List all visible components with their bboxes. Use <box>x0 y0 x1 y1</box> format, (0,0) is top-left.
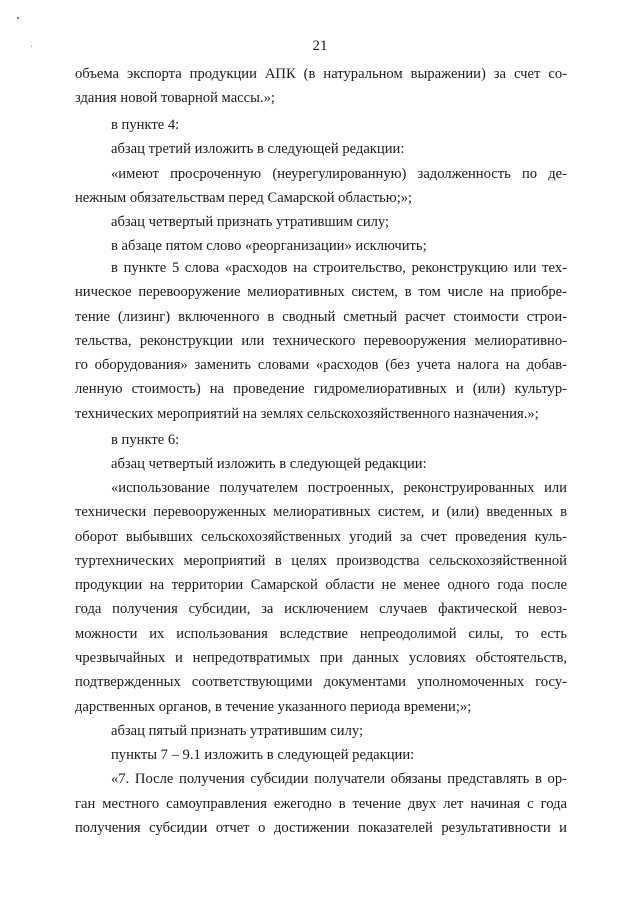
text-line: оборот выбывших сельскохозяйственных угодий за счет проведения куль- <box>75 528 567 545</box>
text-line: продукции на территории Самарской области не менее одного года после <box>75 577 567 594</box>
text-line: «использование получателем построенных, реконструированных или <box>111 480 567 496</box>
text-line: технически перевооруженных мелиоративных систем, и (или) введенных в <box>75 504 567 521</box>
text-line: туртехнических мероприятий в целях производства сельскохозяйственной <box>75 552 567 569</box>
text-line: тельства, реконструкции или технического перевооружения мелиоративно- <box>75 332 567 349</box>
paragraph-usage-clause <box>75 476 567 743</box>
text-line: можности их использования вследствие непреодолимой силы, то есть <box>75 625 567 642</box>
text-line: здания новой товарной массы.»; <box>75 90 275 107</box>
paragraph-points-7-9 <box>75 743 567 840</box>
text-line: абзац четвертый признать утратившим силу; <box>111 214 390 231</box>
scan-speck <box>17 17 19 19</box>
text-line: технических мероприятий на землях сельскохозяйственного назначения.»; <box>75 405 539 422</box>
text-line: в абзаце пятом слово «реорганизации» исключить; <box>111 238 427 255</box>
text-line: дарственных органов, в течение указанного периода времени;»; <box>75 698 472 715</box>
text-line: получения субсидии отчет о достижении показателей результативности и <box>75 819 567 836</box>
paragraph-point-5 <box>75 256 567 426</box>
text-line: «7. После получения субсидии получатели обязаны представлять в ор- <box>111 771 567 788</box>
text-line: абзац третий изложить в следующей редакции: <box>111 141 405 158</box>
text-line: в пункте 4: <box>111 117 180 133</box>
text-line: года получения субсидии, за исключением случаев фактической невоз- <box>75 601 567 618</box>
text-line: объема экспорта продукции АПК (в натуральном выражении) за счет со- <box>75 66 567 82</box>
text-line: в пункте 5 слова «расходов на строительство, реконструкцию или тех- <box>111 260 567 276</box>
text-line: ган местного самоуправления ежегодно в течение двух лет начиная с года <box>75 795 567 812</box>
text-line: пункты 7 – 9.1 изложить в следующей редакции: <box>111 747 415 763</box>
text-line: подтвержденных соответствующими документами уполномоченных госу- <box>75 674 567 691</box>
paragraph-export-volume <box>75 62 567 111</box>
text-line: чрезвычайных и непредотвратимых при данных условиях обстоятельств, <box>75 650 567 667</box>
text-line: абзац пятый признать утратившим силу; <box>111 722 364 739</box>
page-number: 21 <box>312 38 328 54</box>
text-line: «имеют просроченную (неурегулированную) задолженность по де- <box>111 165 567 182</box>
text-line: ническое перевооружение мелиоративных систем, в том числе на приобре- <box>75 284 567 301</box>
text-line: нежным обязательствам перед Самарской областью;»; <box>75 189 413 206</box>
paragraph-point-6 <box>75 428 567 477</box>
text-line: го оборудования» заменить словами «расходов (без учета налога на добав- <box>75 357 567 374</box>
text-line: в пункте 6: <box>111 432 180 448</box>
text-line: абзац четвертый изложить в следующей редакции: <box>111 456 427 473</box>
paragraph-point-4 <box>75 113 567 259</box>
text-line: тение (лизинг) включенного в сводный сметный расчет стоимости строи- <box>75 308 567 325</box>
text-line: ленную стоимость) на проведение гидромелиоративных и (или) культур- <box>75 381 567 398</box>
